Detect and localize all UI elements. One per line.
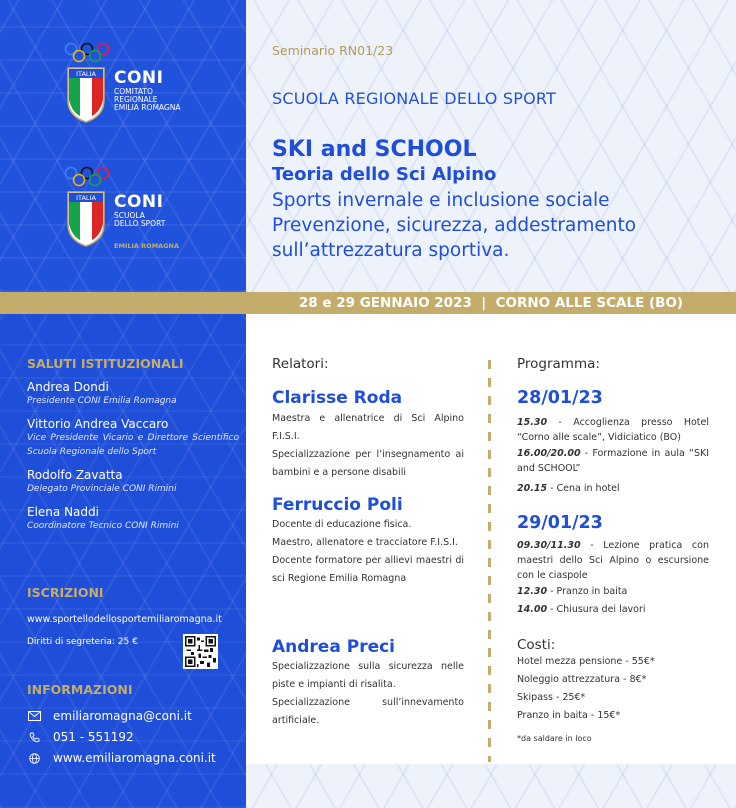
email-link[interactable]: emiliaromagna@coni.it xyxy=(53,709,192,723)
cost-item: Hotel mezza pensione - 55€* xyxy=(517,656,655,667)
cost-note: *da saldare in loco xyxy=(517,734,592,743)
website-link[interactable]: www.emiliaromagna.coni.it xyxy=(53,751,216,765)
date-location: 28 e 29 GENNAIO 2023 | CORNO ALLE SCALE (BO) xyxy=(298,295,684,311)
relatori-label: Relatori: xyxy=(272,356,329,372)
coni-title: CONI xyxy=(114,192,164,212)
shield-label: ITALIA xyxy=(76,70,96,78)
person-role: Coordinatore Tecnico CONI Rimini xyxy=(27,521,179,531)
phone-icon xyxy=(27,730,41,744)
program-item: 12.30 - Pranzo in baita xyxy=(517,586,628,597)
cost-item: Pranzo in baita - 15€* xyxy=(517,710,621,721)
bottom-pattern-strip xyxy=(246,764,736,808)
speaker-name: Clarisse Roda xyxy=(272,388,403,408)
email-row[interactable] xyxy=(27,709,192,723)
event-title: SKI and SCHOOL xyxy=(272,137,477,162)
coni-region: EMILIA ROMAGNA xyxy=(114,242,180,250)
person-name: Andrea Dondi xyxy=(27,380,109,394)
program-item: 16.00/20.00 - Formazione in aula “SKI and SCHOOL” xyxy=(517,448,709,474)
speaker-description: Specializzazione sulla sicurezza nelle piste e impianti di risalita. Specializzazione sull’innevamento artificiale. xyxy=(272,661,464,726)
program-item: 20.15 - Cena in hotel xyxy=(517,483,620,494)
mail-icon xyxy=(27,709,41,723)
olympic-rings-icon xyxy=(64,166,110,188)
program-item: 14.00 - Chiusura dei lavori xyxy=(517,604,646,615)
web-row[interactable] xyxy=(27,751,216,765)
speaker-description: Maestra e allenatrice di Sci Alpino F.I.S.I. Specializzazione per l’insegnamento ai bambini e a persone disabili xyxy=(272,413,464,478)
person-name: Elena Naddi xyxy=(27,505,99,519)
cost-item: Noleggio attrezzatura - 8€* xyxy=(517,674,647,685)
italia-shield-icon xyxy=(66,190,106,248)
coni-title: CONI xyxy=(114,68,164,88)
saluti-section xyxy=(27,356,239,533)
seminar-code: Seminario RN01/23 xyxy=(272,43,394,58)
person-name: Rodolfo Zavatta xyxy=(27,468,123,482)
person-role: Presidente CONI Emilia Romagna xyxy=(27,396,177,406)
phone-number[interactable]: 051 - 551192 xyxy=(53,730,134,744)
phone-row[interactable] xyxy=(27,730,134,744)
speaker-name: Andrea Preci xyxy=(272,637,396,657)
person-role: Vice Presidente Vicario e Direttore Scientifico Scuola Regionale dello Sport xyxy=(27,433,239,457)
italia-shield-icon xyxy=(66,66,106,124)
coni-subtitle: COMITATO REGIONALE EMILIA ROMAGNA xyxy=(114,87,181,112)
school-name: SCUOLA REGIONALE DELLO SPORT xyxy=(272,89,556,108)
event-subtitle: Teoria dello Sci Alpino xyxy=(272,164,497,185)
programma-label: Programma: xyxy=(517,356,600,372)
speaker-name: Ferruccio Poli xyxy=(272,495,403,515)
coni-comitato-logo xyxy=(64,42,234,132)
program-item: 09.30/11.30 - Lezione pratica con maestri dello Sci Alpino o escursione con le ciaspole xyxy=(517,540,709,581)
cost-item: Skipass - 25€* xyxy=(517,692,586,703)
program-date: 28/01/23 xyxy=(517,388,603,408)
person-role: Delegato Provinciale CONI Rimini xyxy=(27,484,177,494)
qr-code-icon[interactable] xyxy=(183,634,218,669)
column-divider xyxy=(488,360,491,762)
iscrizioni-heading: ISCRIZIONI xyxy=(27,585,104,600)
program-item: 15.30 - Accoglienza presso Hotel “Corno alle scale”, Vidiciatico (BO) xyxy=(517,417,709,443)
costi-label: Costi: xyxy=(517,637,556,653)
informazioni-heading: INFORMAZIONI xyxy=(27,682,133,697)
person-name: Vittorio Andrea Vaccaro xyxy=(27,417,169,431)
globe-icon xyxy=(27,751,41,765)
saluti-heading: SALUTI ISTITUZIONALI xyxy=(27,356,184,371)
diritti-segreteria: Diritti di segreteria: 25 € xyxy=(27,637,138,647)
olympic-rings-icon xyxy=(64,42,110,64)
iscrizioni-link[interactable]: www.sportellodellosportemiliaromagna.it xyxy=(27,614,222,625)
shield-label: ITALIA xyxy=(76,194,96,202)
coni-scuola-logo xyxy=(64,166,234,256)
event-description: Sports invernale e inclusione sociale Prevenzione, sicurezza, addestramento sull’attrezzatura sportiva. xyxy=(272,190,637,261)
coni-subtitle: SCUOLA DELLO SPORT xyxy=(114,211,166,228)
program-date: 29/01/23 xyxy=(517,513,603,533)
speaker-description: Docente di educazione fisica. Maestro, allenatore e tracciatore F.I.S.I. Docente formatore per allievi maestri di sci Regione Emilia Romagna xyxy=(272,519,464,584)
